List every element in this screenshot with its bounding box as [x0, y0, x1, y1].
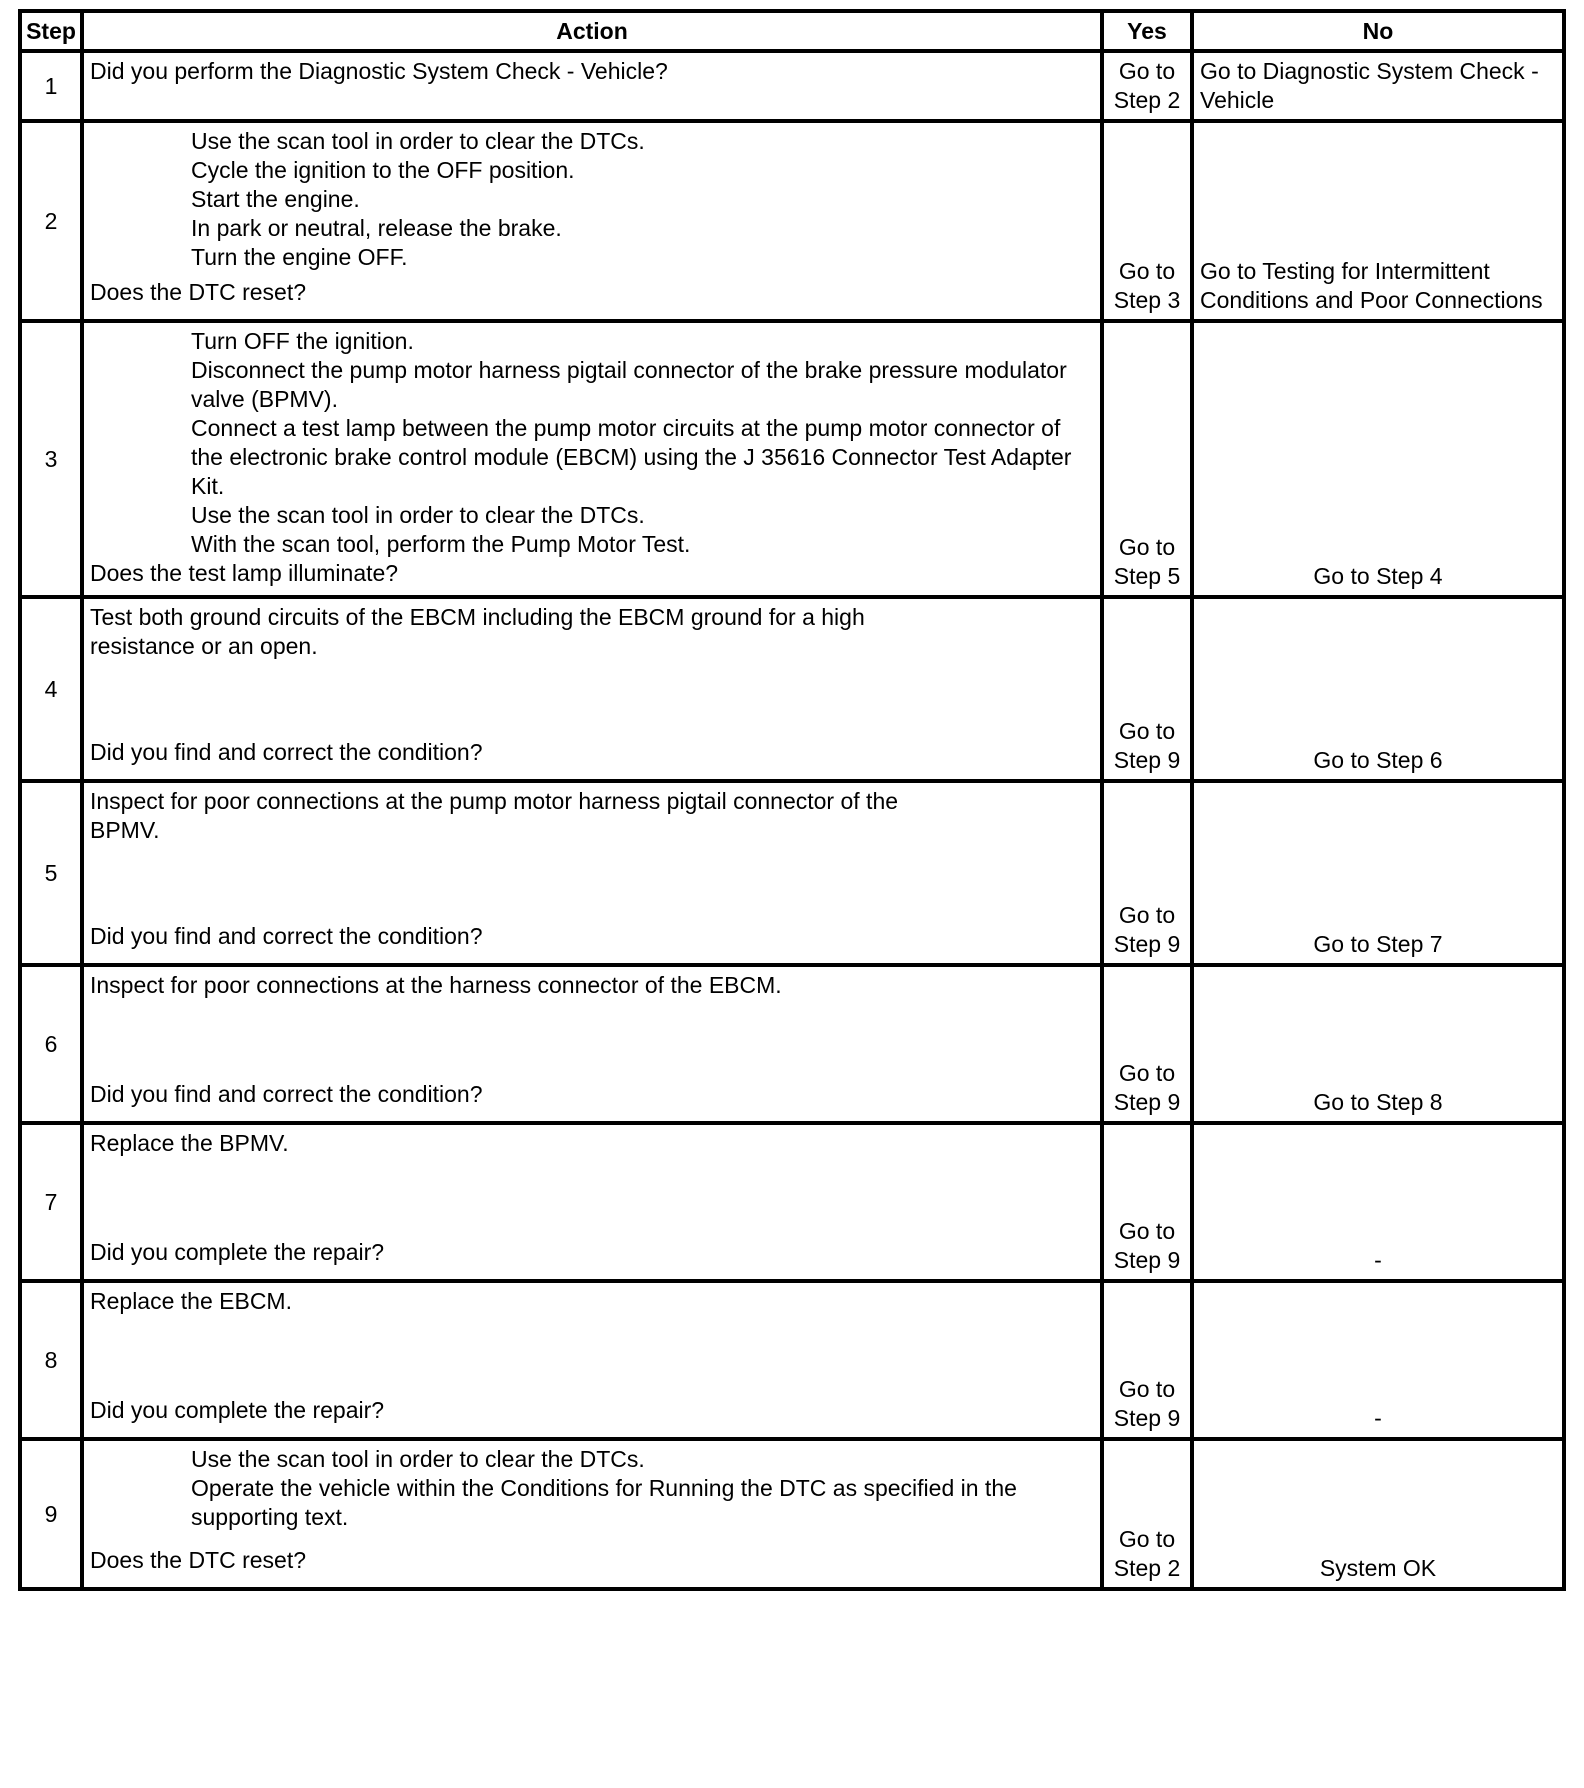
action-text: Did you perform the Diagnostic System Check - Vehicle? — [90, 58, 668, 84]
action-line: Use the scan tool in order to clear the DTCs. — [191, 1446, 645, 1472]
action-line: Connect a test lamp between the pump motor circuits at the pump motor connector of the electronic brake control module (EBCM) using the J 35616 Connector Test Adapter Kit. — [191, 415, 1072, 499]
action-question: Did you find and correct the condition? — [90, 923, 483, 949]
action-steps — [90, 1129, 1094, 1158]
action-steps — [90, 1287, 1094, 1316]
header-step: Step — [20, 11, 82, 51]
step-number: 2 — [20, 121, 82, 321]
yes-link[interactable]: Go to Step 2 — [1113, 58, 1181, 113]
no-cell — [1192, 1123, 1564, 1281]
table-row — [20, 1281, 1564, 1439]
action-question: Did you find and correct the condition? — [90, 739, 483, 765]
no-cell — [1192, 965, 1564, 1123]
action-line: Replace the BPMV. — [90, 1130, 289, 1156]
action-cell — [82, 321, 1102, 597]
step-number: 5 — [20, 781, 82, 965]
action-question: Did you find and correct the condition? — [90, 1081, 483, 1107]
action-line: Inspect for poor connections at the pump motor harness pigtail connector of the BPMV. — [90, 788, 899, 843]
no-value: - — [1374, 1405, 1382, 1431]
step-number: 7 — [20, 1123, 82, 1281]
yes-link[interactable]: Go to Step 2 — [1113, 1526, 1181, 1581]
no-link[interactable]: Go to Step 7 — [1313, 931, 1443, 957]
action-cell — [82, 51, 1102, 121]
diagnostic-table — [18, 9, 1566, 1591]
action-line: Use the scan tool in order to clear the DTCs. — [191, 128, 645, 154]
action-line: Test both ground circuits of the EBCM including the EBCM ground for a high resistance or an open. — [90, 604, 865, 659]
table-row — [20, 121, 1564, 321]
action-steps — [90, 1445, 1094, 1532]
yes-cell — [1102, 1439, 1192, 1589]
action-steps — [90, 787, 1094, 845]
yes-link[interactable]: Go to Step 3 — [1113, 258, 1181, 313]
action-cell — [82, 121, 1102, 321]
header-yes: Yes — [1102, 11, 1192, 51]
header-action: Action — [82, 11, 1102, 51]
no-link[interactable]: Go to Step 8 — [1313, 1089, 1443, 1115]
action-question: Did you complete the repair? — [90, 1397, 385, 1423]
table-row — [20, 1439, 1564, 1589]
yes-cell — [1102, 121, 1192, 321]
header-no: No — [1192, 11, 1564, 51]
action-line: Replace the EBCM. — [90, 1288, 292, 1314]
action-cell — [82, 1281, 1102, 1439]
action-steps — [90, 971, 1094, 1000]
action-line: Operate the vehicle within the Conditions for Running the DTC as specified in the supporting text. — [191, 1475, 1017, 1530]
action-line: Start the engine. — [191, 186, 360, 212]
yes-link[interactable]: Go to Step 9 — [1113, 1218, 1181, 1273]
action-cell — [82, 1439, 1102, 1589]
yes-cell — [1102, 597, 1192, 781]
no-link[interactable]: Go to Step 4 — [1313, 563, 1443, 589]
yes-cell — [1102, 51, 1192, 121]
step-number: 6 — [20, 965, 82, 1123]
step-number: 1 — [20, 51, 82, 121]
table-row — [20, 965, 1564, 1123]
table-row — [20, 1123, 1564, 1281]
action-line: Turn OFF the ignition. — [191, 328, 414, 354]
no-cell — [1192, 597, 1564, 781]
yes-link[interactable]: Go to Step 5 — [1113, 534, 1181, 589]
yes-link[interactable]: Go to Step 9 — [1113, 718, 1181, 773]
yes-cell — [1102, 321, 1192, 597]
action-cell — [82, 1123, 1102, 1281]
action-cell — [82, 597, 1102, 781]
no-cell — [1192, 321, 1564, 597]
yes-cell — [1102, 1123, 1192, 1281]
table-row — [20, 51, 1564, 121]
no-cell — [1192, 121, 1564, 321]
action-steps — [90, 327, 1094, 559]
step-number: 9 — [20, 1439, 82, 1589]
action-line: Inspect for poor connections at the harness connector of the EBCM. — [90, 972, 782, 998]
yes-cell — [1102, 781, 1192, 965]
action-question: Did you complete the repair? — [90, 1239, 385, 1265]
action-question: Does the DTC reset? — [90, 279, 307, 305]
action-line: Turn the engine OFF. — [191, 244, 408, 270]
step-number: 4 — [20, 597, 82, 781]
action-line: Cycle the ignition to the OFF position. — [191, 157, 575, 183]
yes-link[interactable]: Go to Step 9 — [1113, 902, 1181, 957]
step-number: 8 — [20, 1281, 82, 1439]
table-row — [20, 597, 1564, 781]
no-link[interactable]: Go to Step 6 — [1313, 747, 1443, 773]
action-line: Use the scan tool in order to clear the DTCs. — [191, 502, 645, 528]
no-link[interactable]: Go to Testing for Intermittent Conditions and Poor Connections — [1200, 258, 1543, 313]
action-cell — [82, 965, 1102, 1123]
action-line: With the scan tool, perform the Pump Motor Test. — [191, 531, 691, 557]
no-cell — [1192, 1439, 1564, 1589]
step-number: 3 — [20, 321, 82, 597]
table-row — [20, 321, 1564, 597]
action-line: In park or neutral, release the brake. — [191, 215, 562, 241]
table-header-row — [20, 11, 1564, 51]
action-cell — [82, 781, 1102, 965]
no-value: - — [1374, 1247, 1382, 1273]
table-row — [20, 781, 1564, 965]
action-steps — [90, 603, 1094, 661]
no-cell — [1192, 781, 1564, 965]
no-link[interactable]: Go to Diagnostic System Check - Vehicle — [1200, 58, 1539, 113]
action-question: Does the test lamp illuminate? — [90, 560, 399, 586]
yes-cell — [1102, 965, 1192, 1123]
no-value: System OK — [1319, 1555, 1437, 1581]
no-cell — [1192, 1281, 1564, 1439]
action-steps — [90, 127, 1094, 272]
no-cell — [1192, 51, 1564, 121]
yes-cell — [1102, 1281, 1192, 1439]
action-line: Disconnect the pump motor harness pigtail connector of the brake pressure modulator valve (BPMV). — [191, 357, 1067, 412]
yes-link[interactable]: Go to Step 9 — [1113, 1376, 1181, 1431]
action-question: Does the DTC reset? — [90, 1547, 307, 1573]
yes-link[interactable]: Go to Step 9 — [1113, 1060, 1181, 1115]
